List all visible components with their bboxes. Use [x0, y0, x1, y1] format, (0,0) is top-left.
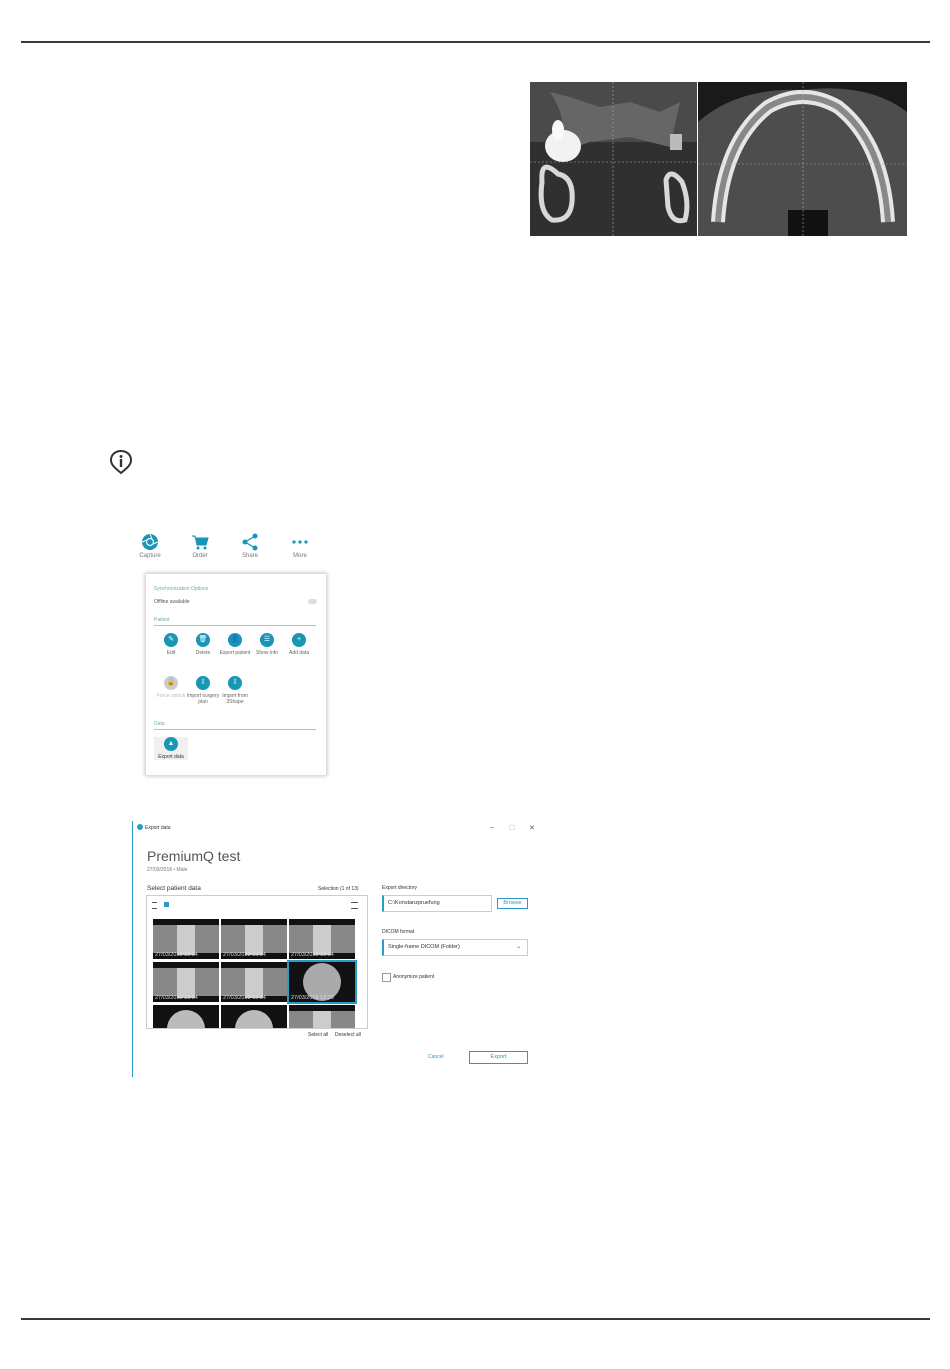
grid-view-icon[interactable] — [164, 902, 169, 907]
more-button[interactable] — [282, 533, 318, 559]
ellipsis-icon — [291, 533, 309, 551]
export-data-action[interactable]: ▲ Export data — [154, 737, 188, 760]
delete-action[interactable]: 🗑 Delete — [186, 633, 220, 656]
share-label: Share — [241, 553, 258, 559]
top-rule — [21, 41, 930, 43]
export-directory-input[interactable]: C:\Konstanzpruefung — [382, 895, 492, 912]
offline-label: Offline available — [154, 599, 190, 605]
import-3shape-icon: ⇩ — [228, 676, 242, 690]
export-data-icon: ▲ — [164, 737, 178, 751]
order-button[interactable] — [182, 533, 218, 559]
bottom-rule — [21, 1318, 930, 1320]
thumbnail-3[interactable]: 27/03/2018 13:54 — [289, 919, 355, 959]
select-data-label: Select patient data — [147, 885, 201, 892]
show-info-action[interactable]: ☰ Show info — [250, 633, 284, 656]
more-menu-screenshot — [132, 529, 332, 782]
import-icon: ⇩ — [196, 676, 210, 690]
lock-icon: 🔒 — [164, 676, 178, 690]
export-patient-action[interactable]: 👤 Export patient — [218, 633, 252, 656]
patient-section-title: Patient — [154, 617, 170, 623]
thumbnail-7[interactable] — [153, 1005, 219, 1029]
export-directory-label: Export directory — [382, 885, 418, 891]
dicom-format-select[interactable]: Single-frame DICOM (Folder) ⌄ — [382, 939, 528, 956]
more-label: More — [293, 553, 307, 559]
pencil-icon: ✎ — [164, 633, 178, 647]
selection-count: Selection (1 of 13) — [318, 886, 359, 892]
patient-divider — [154, 625, 316, 626]
import-3shape-action[interactable]: ⇩ Import from 3Shape — [218, 676, 252, 705]
thumbnail-grid — [146, 895, 368, 1029]
anonymize-checkbox[interactable] — [382, 973, 391, 982]
thumbnail-6-selected[interactable]: 27/03/2018 12:23 — [289, 962, 355, 1002]
add-icon: + — [292, 633, 306, 647]
maximize-icon[interactable]: ☐ — [509, 825, 516, 832]
capture-button[interactable] — [132, 533, 168, 559]
patient-meta: 27/03/2018 • Male — [147, 867, 188, 873]
force-unlock-action[interactable]: 🔒 Force unlock — [154, 676, 188, 699]
thumbnail-8[interactable] — [221, 1005, 287, 1029]
window-title: Export data — [145, 825, 171, 831]
thumbnail-5[interactable]: 27/03/2018 13:54 — [221, 962, 287, 1002]
chevron-down-icon: ⌄ — [516, 944, 521, 950]
capture-label: Capture — [139, 553, 161, 559]
aperture-icon — [141, 533, 159, 551]
window-titlebar — [133, 821, 542, 835]
offline-toggle[interactable] — [308, 599, 317, 604]
add-data-action[interactable]: + Add data — [282, 633, 316, 656]
import-surgery-plan-action[interactable]: ⇩ Import surgery plan — [186, 676, 220, 705]
cancel-button[interactable]: Cancel — [428, 1054, 444, 1060]
trash-icon: 🗑 — [196, 633, 210, 647]
minimize-icon[interactable]: – — [490, 824, 494, 831]
order-label: Order — [192, 553, 208, 559]
share-button[interactable] — [232, 533, 268, 559]
data-divider — [154, 729, 316, 730]
patient-name: PremiumQ test — [147, 848, 241, 864]
sync-title: Synchronization Options — [154, 586, 209, 592]
person-icon: 👤 — [228, 633, 242, 647]
thumbnail-4[interactable]: 27/03/2018 13:54 — [153, 962, 219, 1002]
app-logo-icon — [137, 824, 143, 830]
export-data-window — [132, 821, 542, 1077]
cart-icon — [191, 533, 209, 551]
data-section-title: Data — [154, 721, 165, 727]
export-button[interactable]: Export — [469, 1051, 528, 1064]
dicom-format-label: DICOM format — [382, 929, 415, 935]
thumbnail-9[interactable] — [289, 1005, 355, 1029]
ct-axial-image — [698, 82, 907, 236]
info-icon — [109, 449, 133, 475]
filter-icon[interactable] — [351, 902, 358, 909]
list-icon: ☰ — [260, 633, 274, 647]
thumbnail-1[interactable]: 27/03/2018 13:54 — [153, 919, 219, 959]
more-dropdown — [145, 573, 327, 776]
ct-coronal-image — [530, 82, 697, 236]
browse-button[interactable]: Browse — [497, 898, 528, 909]
close-icon[interactable]: ✕ — [529, 825, 535, 832]
edit-action[interactable]: ✎ Edit — [154, 633, 188, 656]
select-all-link[interactable]: Select all — [308, 1032, 329, 1038]
deselect-all-link[interactable]: Deselect all — [335, 1032, 361, 1038]
anonymize-label: Anonymize patient — [393, 974, 435, 980]
share-icon — [241, 533, 259, 551]
list-view-icon[interactable] — [152, 902, 157, 909]
thumbnail-2[interactable]: 27/03/2018 13:54 — [221, 919, 287, 959]
